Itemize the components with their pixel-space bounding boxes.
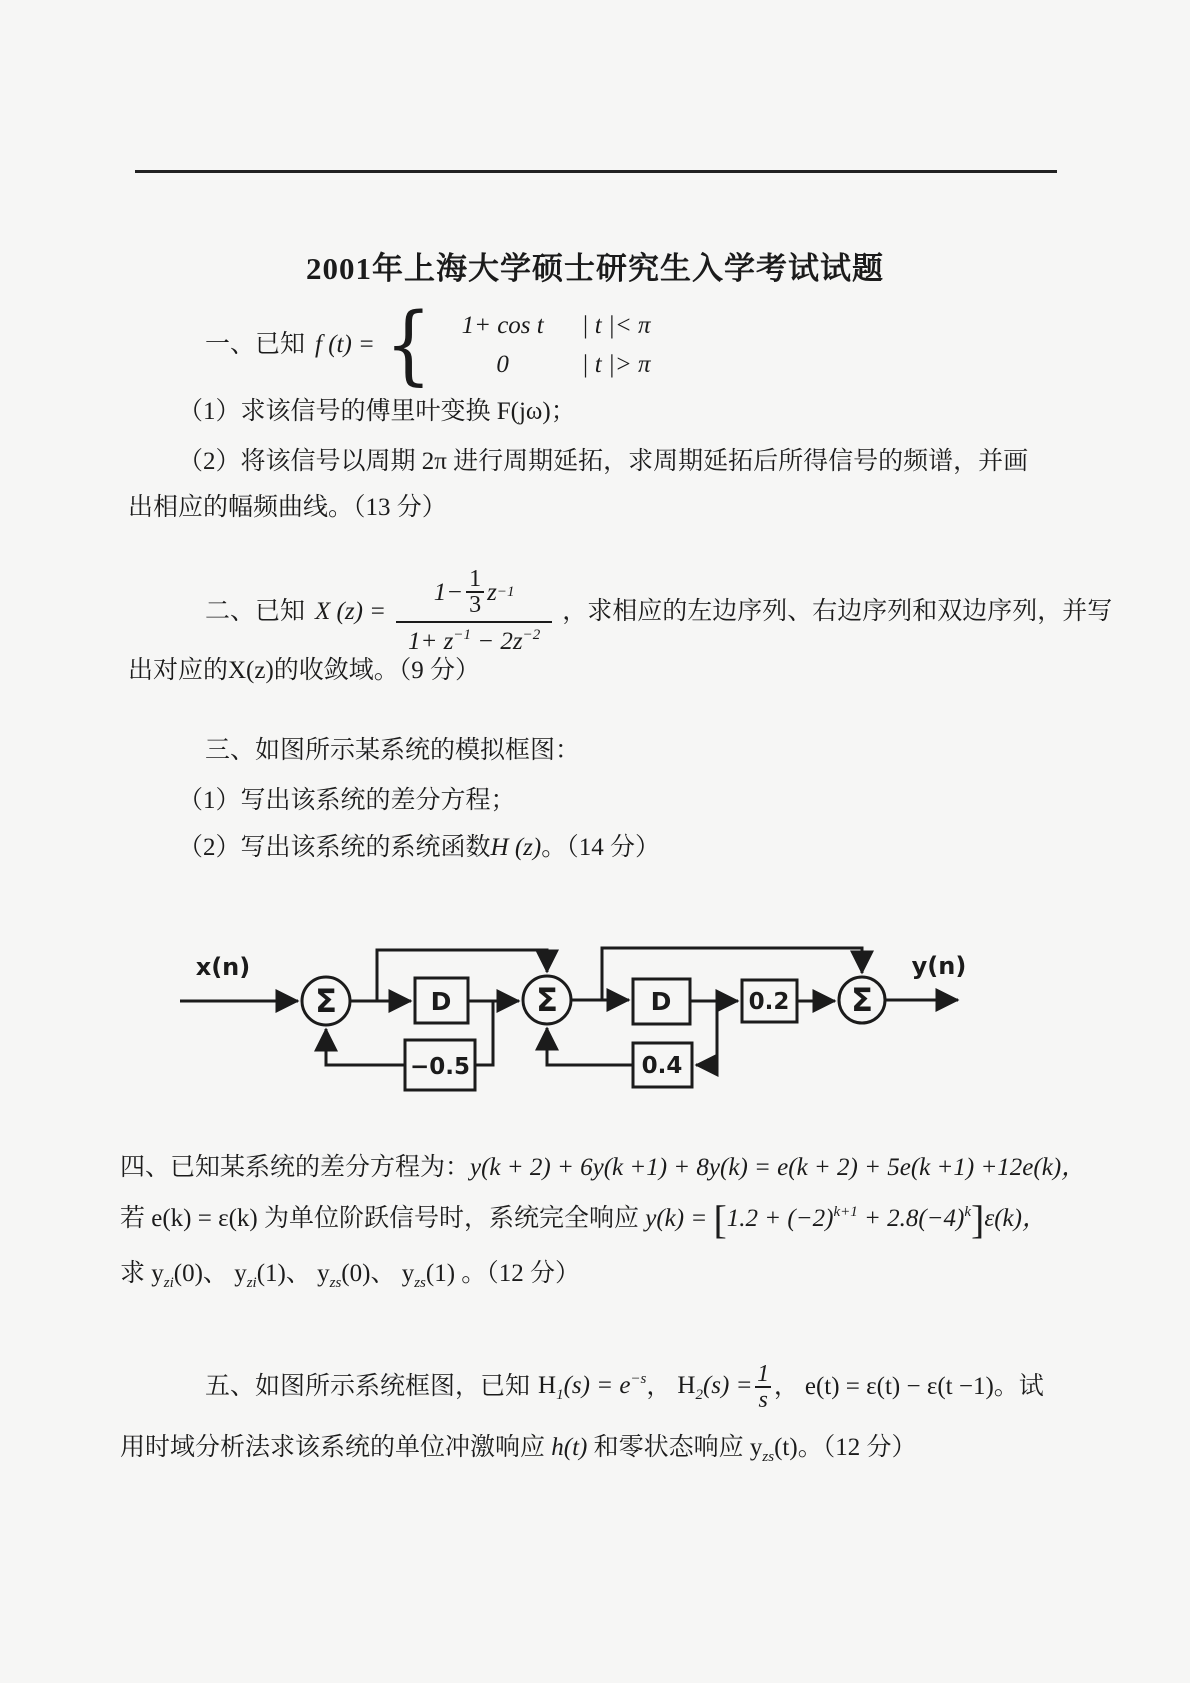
q5-line-1: 五、如图所示系统框图，已知 $H_1(s) = e^{-s}$ ， $H_2(s)$ = $\frac{1}{s}$ ， e(t) = ε(t) − ε(t −1) 。试 bbox=[205, 1360, 1044, 1413]
feedback2-return-wire bbox=[547, 1028, 633, 1065]
delay2-label: D bbox=[650, 987, 672, 1016]
q4-term-3: $y_{zs}(0)$、 bbox=[317, 1260, 396, 1291]
q1-case-2: 0 | t |> π bbox=[496, 350, 651, 378]
feedforward-wire-1 bbox=[377, 950, 547, 1001]
gain-feedback2-label: 0.4 bbox=[641, 1053, 683, 1079]
q4-right-bracket: ] bbox=[971, 1197, 985, 1242]
q5-line-2: 用时域分析法求该系统的单位冲激响应 h(t) 和零状态响应 $y_{zs}(t)$。（12 分） bbox=[120, 1434, 917, 1465]
q2-formula-line bbox=[205, 552, 1112, 672]
q5-ht: h(t) bbox=[551, 1434, 588, 1461]
q2-cont: 出对应的X(z)的收敛域。（9 分） bbox=[128, 657, 481, 684]
feedforward-wire-2 bbox=[602, 948, 862, 1000]
delay1-label: D bbox=[430, 987, 452, 1016]
q5-h2-fraction: $\frac{1}{s}$ bbox=[757, 1360, 770, 1413]
q4-term-2: $y_{zi}(1)$、 bbox=[234, 1260, 311, 1291]
q4-term-4: $y_{zs}(1)$ bbox=[401, 1260, 456, 1291]
q1-cases bbox=[438, 306, 651, 384]
sum1-sigma-symbol: Σ bbox=[315, 982, 337, 1020]
q5-h2: $H_2(s)$ = bbox=[677, 1371, 753, 1403]
q1-case-1: 1+ cos t | t |< π bbox=[461, 311, 651, 339]
q3-head: 三、如图所示某系统的模拟框图： bbox=[205, 737, 581, 764]
q4-line-3: 求 $y_{zi}(0)$、 $y_{zi}(1)$、 $y_{zs}(0)$、 $y_{zs}(1)$ 。（12 分） bbox=[120, 1260, 581, 1291]
q3-item-1: （1）写出该系统的差分方程； bbox=[178, 787, 516, 814]
q2-numerator: 1− $\frac{1}{3}$ z −1 bbox=[433, 565, 515, 619]
q5-h1: $H_1(s) = e^{-s}$ bbox=[538, 1370, 647, 1403]
q1-item-2: （2）将该信号以周期 2π 进行周期延拓，求周期延拓后所得信号的频谱，并画 bbox=[178, 448, 1029, 475]
q2-fraction bbox=[396, 567, 552, 657]
q2-mini-fraction: $\frac{1}{3}$ bbox=[466, 567, 484, 618]
q2-xz: X (z) = bbox=[315, 598, 387, 626]
system-block-diagram bbox=[150, 930, 1000, 1115]
input-label: x(n) bbox=[195, 953, 251, 981]
q1-formula-line bbox=[205, 295, 651, 395]
q2-denominator: $1+ z^{-1} - 2z^{-2}$ bbox=[396, 621, 552, 657]
gain-feedback1-label: −0.5 bbox=[409, 1054, 471, 1080]
q2-tail: ，求相应的左边序列、右边序列和双边序列，并写 bbox=[562, 598, 1113, 626]
feedback2-tap-wire bbox=[696, 1001, 717, 1065]
q4-term-1: $y_{zi}(0)$、 bbox=[151, 1260, 228, 1291]
q1-brace: { bbox=[385, 295, 432, 395]
q4-difference-equation: y(k + 2) + 6y(k +1) + 8y(k) = e(k + 2) + 5e(k +1) +12e(k)， bbox=[470, 1154, 1087, 1181]
feedback1-tap-wire bbox=[475, 1001, 493, 1065]
q4-left-bracket: [ bbox=[713, 1197, 727, 1242]
q1-item-2-cont: 出相应的幅频曲线。（13 分） bbox=[128, 494, 447, 521]
sum3-sigma-symbol: Σ bbox=[851, 981, 873, 1019]
q5-et: e(t) = ε(t) − ε(t −1) bbox=[804, 1373, 994, 1401]
q1-function-name: f (t) = bbox=[315, 331, 375, 359]
q3-item-2: （2）写出该系统的系统函数H (z)。（14 分） bbox=[178, 834, 660, 861]
output-label: y(n) bbox=[911, 952, 967, 980]
q1-item-1: （1）求该信号的傅里叶变换 F(jω)； bbox=[178, 398, 576, 425]
q4-line-2: 若 e(k) = ε(k) 为单位阶跃信号时，系统完全响应 $y(k) = [1.2 + (-2)^{k+1} + 2.8(-4)^k]\varepsilon(k)$， bbox=[120, 1197, 1047, 1242]
sum2-sigma-symbol: Σ bbox=[536, 981, 558, 1019]
q3-hz: H (z) bbox=[490, 834, 542, 861]
q2-lead: 二、已知 bbox=[205, 598, 306, 626]
gain-feedforward-label: 0.2 bbox=[748, 989, 790, 1015]
feedback1-return-wire bbox=[326, 1029, 405, 1065]
page-title: 2001年上海大学硕士研究生入学考试试题 bbox=[306, 251, 884, 286]
q1-lead: 一、已知 bbox=[205, 331, 306, 359]
header-rule bbox=[135, 170, 1057, 173]
q5-yzs: $y_{zs}(t)$ bbox=[749, 1434, 798, 1465]
q4-line-1: 四、已知某系统的差分方程为：y(k + 2) + 6y(k +1) + 8y(k) = e(k + 2) + 5e(k +1) +12e(k)， bbox=[120, 1154, 1087, 1181]
